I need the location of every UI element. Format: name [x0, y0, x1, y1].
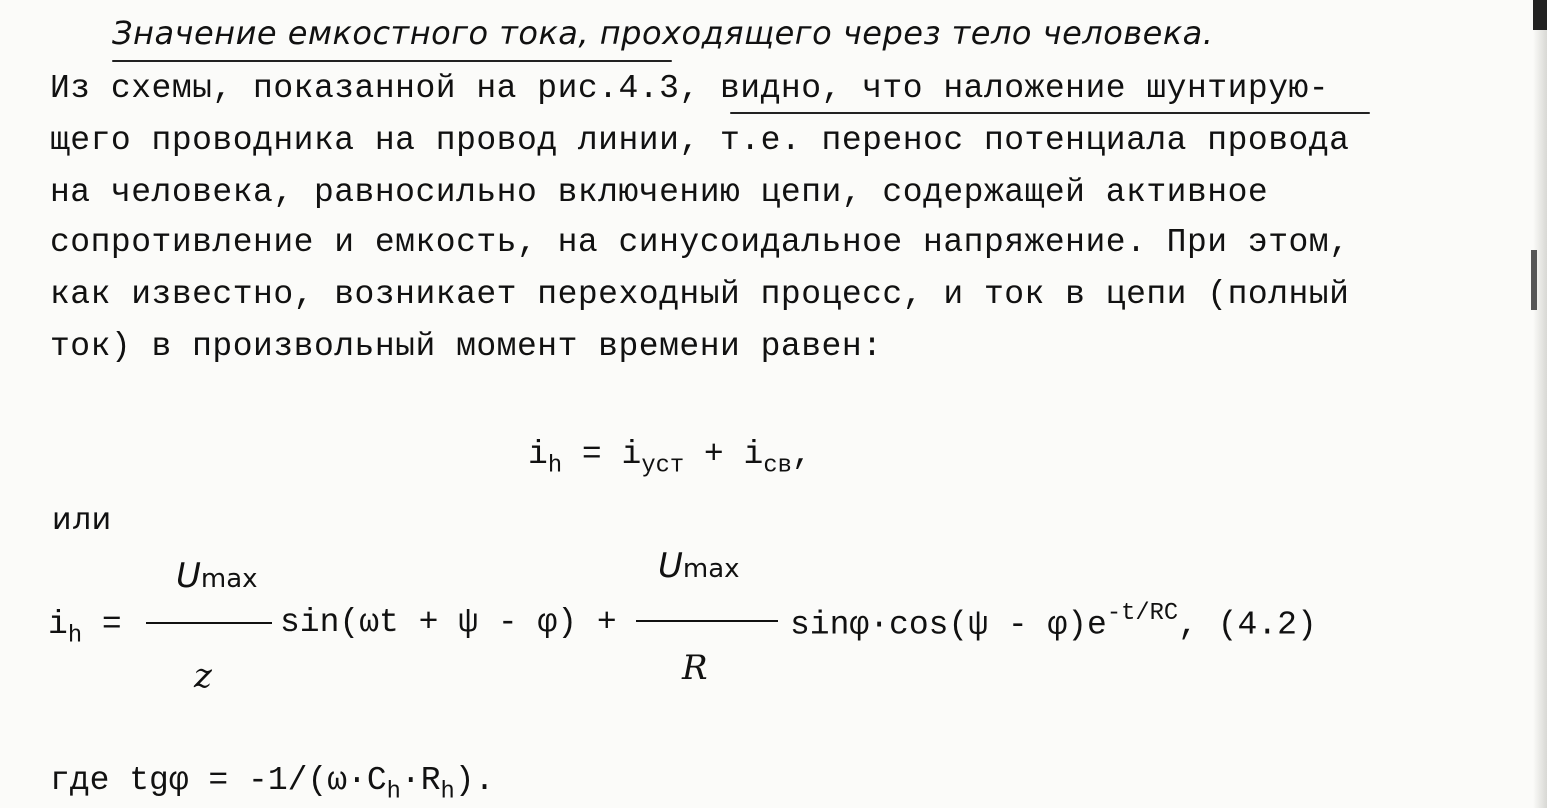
section-heading: Значение емкостного тока, проходящего через тело человека. [112, 14, 1214, 52]
eq2-lhs [48, 606, 122, 649]
where-mid: ·R [400, 762, 441, 799]
eq1-equals: = [581, 436, 622, 473]
fraction1-denominator: z [194, 656, 212, 696]
fraction1-num-symbol: U [176, 556, 201, 596]
paragraph-line-4: сопротивление и емкость, на синусоидальное напряжение. При этом, [50, 224, 1350, 261]
fraction1-numerator [176, 556, 258, 596]
eq2-lhs-subscript: h [67, 622, 83, 650]
fraction2-bar [636, 620, 778, 622]
paragraph-line-1: Из схемы, показанной на рис.4.3, видно, что наложение шунтирую- [50, 70, 1330, 107]
eq2-number: , (4.2) [1178, 606, 1317, 644]
eq1-lhs-subscript: h [547, 452, 563, 480]
where-line [50, 762, 494, 805]
heading-underline [112, 60, 672, 62]
where-c-subscript: h [386, 778, 401, 806]
eq2-lhs-symbol: i [48, 606, 68, 643]
where-text: где tgφ = -1/(ω·C [50, 762, 387, 799]
eq1-term1: i [621, 436, 642, 473]
fraction1-bar [146, 622, 272, 624]
eq1-comma: , [791, 436, 812, 473]
eq2-sine-term: sin(ωt + ψ - φ) + [280, 604, 617, 641]
eq2-equals: = [101, 606, 122, 643]
fraction2-numerator [658, 546, 740, 586]
eq1-term1-subscript: уст [641, 452, 685, 480]
paragraph-line-6: ток) в произвольный момент времени равен: [50, 328, 883, 365]
eq1-lhs: i [528, 436, 548, 473]
paragraph-line-5: как известно, возникает переходный процесс, и ток в цепи (полный [50, 276, 1350, 313]
eq2-exponent: -t/RC [1106, 600, 1179, 627]
scan-edge-shadow [1533, 0, 1547, 808]
paragraph-line-3: на человека, равносильно включению цепи, содержащей активное [50, 174, 1269, 211]
fraction2-num-symbol: U [658, 546, 683, 586]
eq2-decay-base: sinφ·cos(ψ - φ)e [790, 606, 1107, 644]
fraction1-num-subscript: max [200, 564, 258, 594]
scan-edge-mark [1531, 250, 1537, 310]
equation-currents-sum [528, 436, 812, 479]
fraction2-num-subscript: max [682, 554, 740, 584]
eq1-plus: + [703, 436, 744, 473]
fraction2-denominator: R [682, 648, 708, 688]
eq1-term2-subscript: св [763, 452, 792, 480]
eq1-term2: i [743, 436, 764, 473]
where-r-subscript: h [440, 778, 455, 806]
scan-edge-mark-top [1533, 0, 1547, 30]
eq2-decay-term [790, 600, 1317, 643]
where-end: ). [454, 762, 495, 799]
or-word: или [52, 502, 112, 537]
paragraph-line-2: щего проводника на провод линии, т.е. перенос потенциала провода [50, 122, 1350, 159]
paragraph-underline [730, 112, 1370, 114]
